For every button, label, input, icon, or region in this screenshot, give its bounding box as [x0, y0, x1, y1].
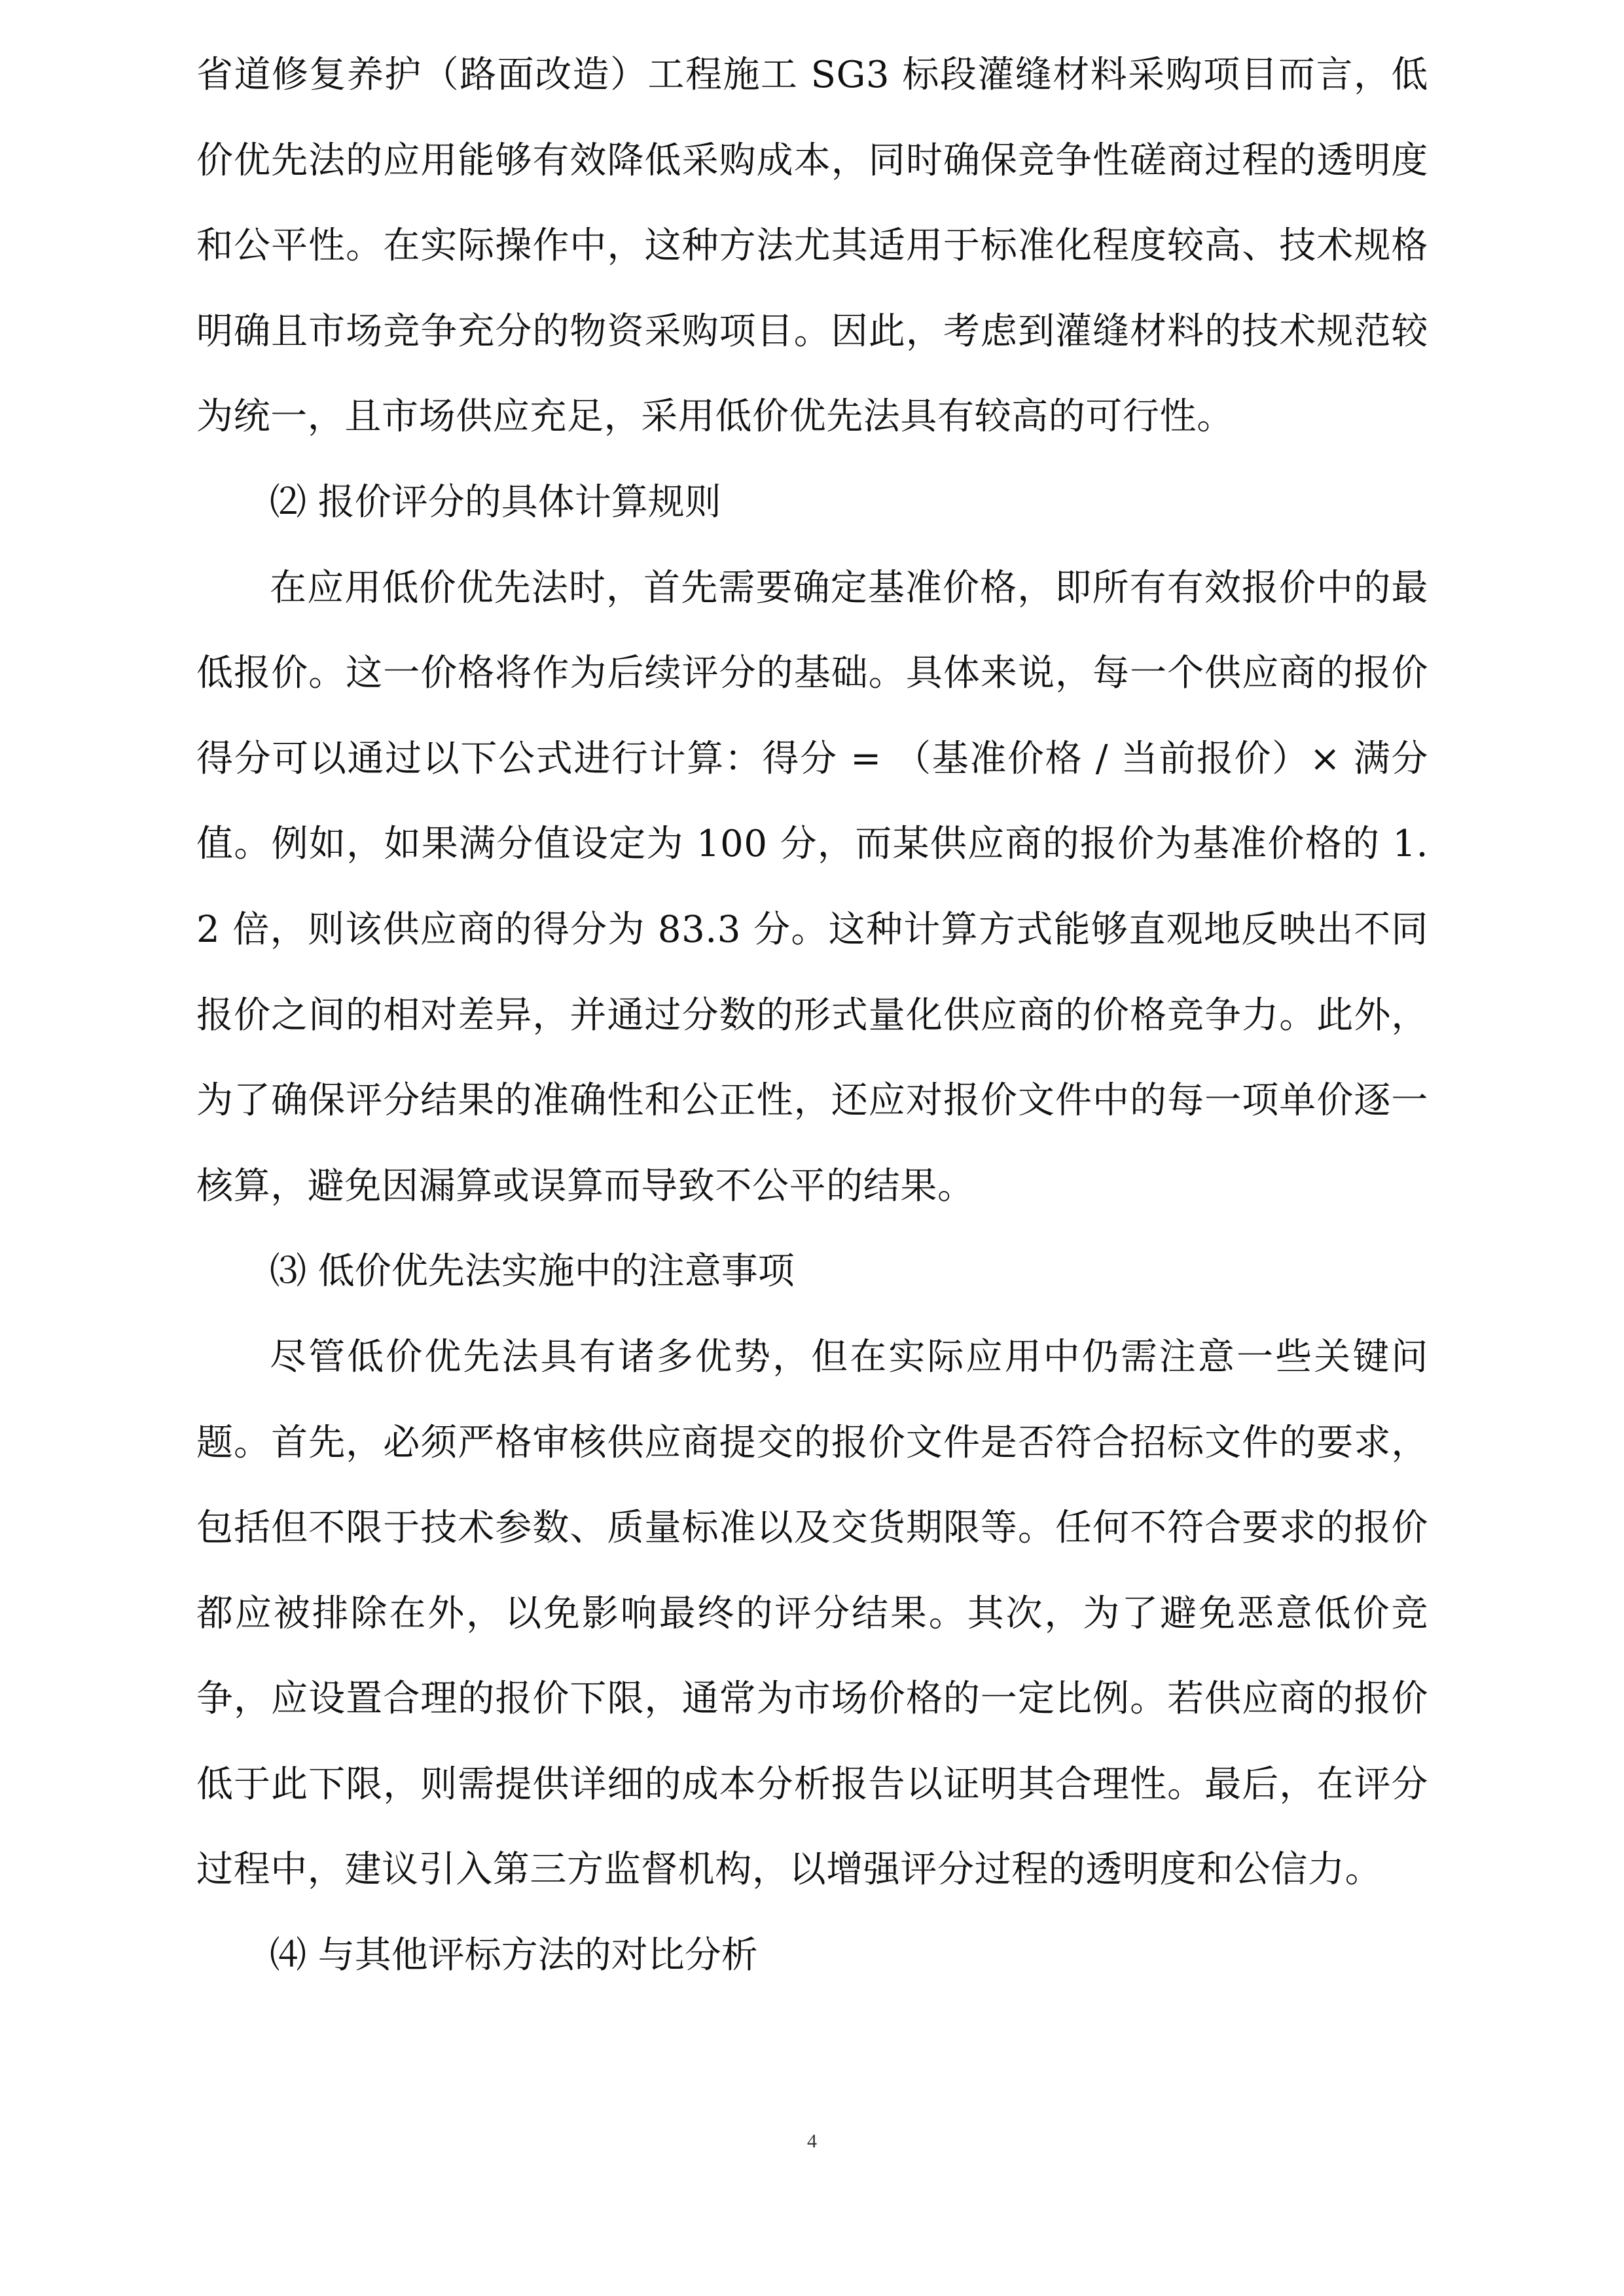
body-paragraph: 在应用低价优先法时，首先需要确定基准价格，即所有有效报价中的最低报价。这一价格将作为后续评分的基础。具体来说，每一个供应商的报价得分可以通过以下公式进行计算：得分 = （基准价格 / 当前报价）× 满分值。例如，如果满分值设定为 100 分，而某供应商的报价为基准价格的 1.2 倍，则该供应商的得分为 83.3 分。这种计算方式能够直观地反映出不同报价之间的相对差异，并通过分数的形式量化供应商的价格竞争力。此外，为了确保评分结果的准确性和公正性，还应对报价文件中的每一项单价逐一核算，避免因漏算或误算而导致不公平的结果。 [196, 566, 1428, 1208]
section-heading: ⑵ 报价评分的具体计算规则 [270, 480, 721, 524]
body-paragraph: 省道修复养护（路面改造）工程施工 SG3 标段灌缝材料采购项目而言，低价优先法的应用能够有效降低采购成本，同时确保竞争性磋商过程的透明度和公平性。在实际操作中，这种方法尤其适用于标准化程度较高、技术规格明确且市场竞争充分的物资采购项目。因此，考虑到灌缝材料的技术规范较为统一，且市场供应充足，采用低价优先法具有较高的可行性。 [196, 54, 1428, 439]
page-content [196, 33, 1428, 1999]
section-heading: ⑶ 低价优先法实施中的注意事项 [270, 1250, 795, 1293]
section-heading: ⑷ 与其他评标方法的对比分析 [270, 1934, 758, 1977]
body-paragraph: 尽管低价优先法具有诸多优势，但在实际应用中仍需注意一些关键问题。首先，必须严格审核供应商提交的报价文件是否符合招标文件的要求，包括但不限于技术参数、质量标准以及交货期限等。任何不符合要求的报价都应被排除在外，以免影响最终的评分结果。其次，为了避免恶意低价竞争，应设置合理的报价下限，通常为市场价格的一定比例。若供应商的报价低于此下限，则需提供详细的成本分析报告以证明其合理性。最后，在评分过程中，建议引入第三方监督机构，以增强评分过程的透明度和公信力。 [196, 1335, 1428, 1892]
page-number: 4 [807, 2130, 817, 2152]
